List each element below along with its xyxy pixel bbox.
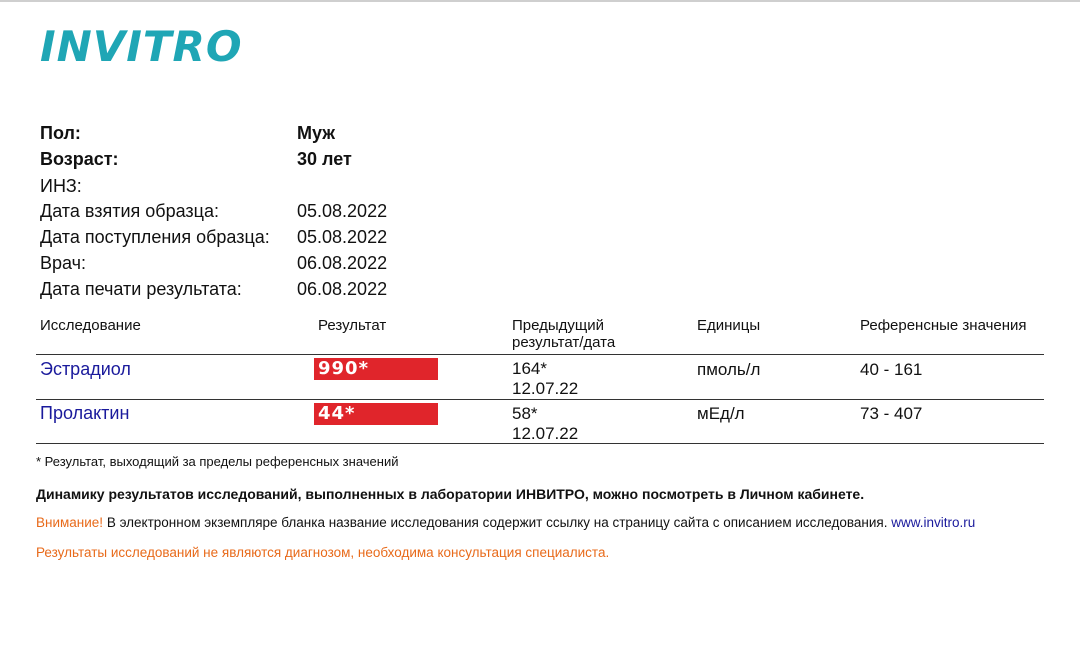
info-label: Дата поступления образца:: [40, 227, 270, 247]
disclaimer: Результаты исследований не являются диагнозом, необходима консультация специалиста.: [36, 545, 610, 560]
info-label: Дата взятия образца:: [40, 201, 219, 221]
top-border: [0, 0, 1080, 2]
prev-value-estradiol: 164*: [512, 359, 547, 378]
attention-text: В электронном экземпляре бланка название исследования содержит ссылку на страницу сайта с описанием исследования.: [106, 515, 888, 530]
header-units: Единицы: [697, 317, 761, 334]
info-label: Врач:: [40, 253, 87, 273]
info-row-age: [40, 149, 640, 175]
info-value: 05.08.2022: [297, 227, 388, 247]
test-link-estradiol[interactable]: Эстрадиол: [40, 359, 131, 379]
prev-value-prolactin: 58*: [512, 404, 538, 423]
info-value: 05.08.2022: [297, 201, 388, 221]
header-test: Исследование: [40, 317, 141, 334]
units-prolactin: мЕд/л: [697, 404, 745, 423]
header-previous: [512, 317, 615, 351]
dynamics-note: Динамику результатов исследований, выполненных в лаборатории ИНВИТРО, можно посмотреть в Личном кабинете.: [36, 486, 865, 502]
info-value: 06.08.2022: [297, 253, 388, 273]
attention-note: [36, 515, 975, 530]
info-row-sample-date: [40, 201, 640, 227]
info-label: ИНЗ:: [40, 176, 82, 196]
invitro-logo: INVITRO: [40, 22, 243, 71]
info-row-inz: [40, 176, 640, 202]
info-label: Дата печати результата:: [40, 279, 242, 299]
test-link-prolactin[interactable]: Пролактин: [40, 403, 130, 423]
result-flag-prolactin: 44*: [314, 403, 438, 425]
header-result: Результат: [318, 317, 387, 334]
info-value: 06.08.2022: [297, 279, 388, 299]
units-estradiol: пмоль/л: [697, 360, 761, 379]
info-row-sex: [40, 123, 640, 149]
reference-prolactin: 73 - 407: [860, 404, 923, 423]
table-divider: [36, 399, 1044, 400]
header-reference: Референсные значения: [860, 317, 1027, 334]
info-row-print-date: [40, 279, 640, 305]
info-label: Возраст:: [40, 149, 119, 169]
site-link[interactable]: www.invitro.ru: [891, 515, 976, 530]
info-value: Муж: [297, 123, 335, 143]
prev-date-prolactin: 12.07.22: [512, 424, 579, 443]
table-divider: [36, 443, 1044, 444]
header-previous-line2: результат/дата: [512, 334, 616, 351]
result-flag-estradiol: 990*: [314, 358, 438, 380]
attention-warning: Внимание!: [36, 515, 104, 530]
footnote: * Результат, выходящий за пределы референсных значений: [36, 454, 399, 469]
table-divider: [36, 354, 1044, 355]
header-previous-line1: Предыдущий: [512, 317, 605, 334]
info-value: 30 лет: [297, 149, 352, 169]
reference-estradiol: 40 - 161: [860, 360, 923, 379]
info-row-doctor: [40, 253, 640, 279]
info-row-received-date: [40, 227, 640, 253]
prev-date-estradiol: 12.07.22: [512, 379, 579, 398]
info-label: Пол:: [40, 123, 81, 143]
